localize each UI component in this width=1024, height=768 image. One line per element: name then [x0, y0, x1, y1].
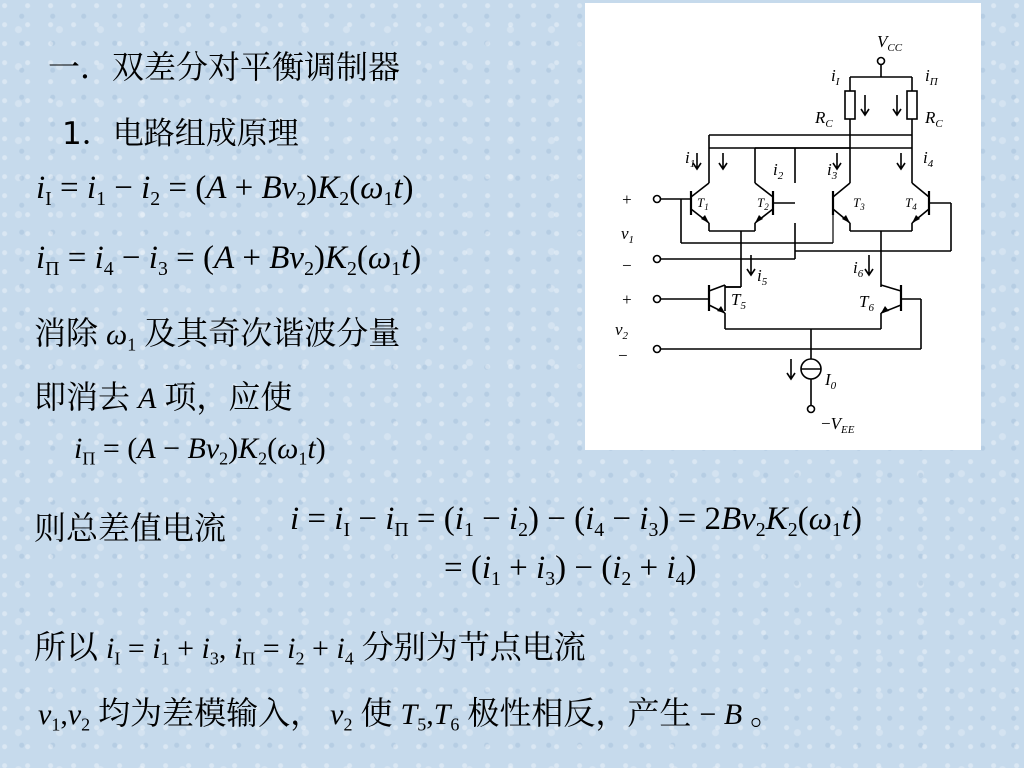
- label-t4: $T_4$: [905, 195, 917, 212]
- text-make-label: 使: [360, 694, 393, 732]
- v2-minus-terminal: [654, 346, 661, 353]
- vee-label: $-V_{EE}$: [821, 414, 855, 436]
- text-node-tail: 分别为节点电流: [361, 628, 586, 666]
- rc-left-resistor: [845, 91, 855, 119]
- label-t2: $T_2$: [757, 195, 769, 212]
- label-i6: $i_6$: [853, 258, 864, 280]
- text-total-current: 则总差值电流: [34, 509, 227, 547]
- v2-minus-sign: −: [617, 346, 629, 365]
- equation-total: $i = i_I - i_\Pi = (i_1 - i_2) - (i_4 - i_3) = 2Bv_2K_2(\omega_1t)$: [290, 501, 862, 541]
- t-symbols: $T_5,T_6$: [400, 698, 460, 735]
- text-inputs-label: 均为差模输入，: [98, 694, 323, 732]
- circuit-svg: [585, 3, 981, 450]
- label-t1: $T_1$: [697, 195, 709, 212]
- v1-minus-sign: −: [621, 256, 633, 275]
- text-remove-a: [34, 372, 292, 418]
- v2-plus-sign: +: [621, 290, 633, 309]
- section-subtitle: 1．电路组成原理: [62, 116, 299, 152]
- text-cancel-harmonics: [34, 308, 400, 355]
- vcc-terminal: [878, 58, 885, 65]
- label-t5: $T_5$: [731, 290, 746, 312]
- equation-total-continued: = $(i_1 + i_3) - (i_2 + i_4)$: [444, 550, 697, 590]
- vcc-label: $V_{CC}$: [877, 32, 903, 54]
- label-t6: $T_6$: [859, 292, 874, 314]
- a-symbol: A: [138, 382, 157, 415]
- rc-left-label: $R_C$: [815, 108, 833, 130]
- label-i-one: $i_I$: [831, 66, 840, 88]
- text-remove-tail: 项，应使: [164, 378, 293, 416]
- equation-i-two: $i_\Pi = i_4 - i_3 = (A + Bv_2)K_2(\omega_1t)$: [36, 240, 422, 280]
- text-node-currents: [34, 622, 586, 669]
- page-title: 一．双差分对平衡调制器: [48, 48, 401, 86]
- rc-right-resistor: [907, 91, 917, 119]
- i0-label: $I_0$: [825, 370, 837, 392]
- label-i4: $i_4$: [923, 148, 934, 170]
- minus-b-symbol: − B: [699, 698, 743, 731]
- v2-symbol: $v_2$: [330, 698, 353, 735]
- label-i-two: $i_\Pi$: [925, 66, 938, 88]
- v-symbols: $v_1,v_2$: [38, 698, 91, 735]
- v1-plus-sign: +: [621, 190, 633, 209]
- omega-symbol: $\omega_1$: [106, 318, 137, 355]
- vee-terminal: [808, 406, 815, 413]
- text-opposite-label: 极性相反，产生: [467, 694, 692, 732]
- label-i3: $i_3$: [827, 160, 838, 182]
- circuit-diagram: [585, 3, 981, 450]
- v2-label: $v_2$: [615, 320, 629, 342]
- node-equation: $i_I = i_1 + i_3$, $i_\Pi = i_2 + i_4$: [106, 632, 354, 669]
- text-so-label: 所以: [34, 628, 99, 666]
- equation-i-one: $i_I = i_1 - i_2 = (A + Bv_2)K_2(\omega_1t)$: [36, 170, 414, 210]
- v2-plus-terminal: [654, 296, 661, 303]
- label-i1: $i_1$: [685, 148, 696, 170]
- text-inputs: [38, 688, 782, 735]
- equation-i-two-modified: $i_\Pi = (A - Bv_2)K_2(\omega_1t)$: [74, 432, 326, 469]
- text-end-mark: 。: [750, 694, 783, 732]
- text-cancel-label: 消除: [34, 314, 99, 352]
- text-cancel-tail: 及其奇次谐波分量: [144, 314, 401, 352]
- label-i2: $i_2$: [773, 160, 784, 182]
- v1-minus-terminal: [654, 256, 661, 263]
- v1-plus-terminal: [654, 196, 661, 203]
- text-remove-label: 即消去: [34, 378, 131, 416]
- rc-right-label: $R_C$: [925, 108, 943, 130]
- label-t3: $T_3$: [853, 195, 865, 212]
- v1-label: $v_1$: [621, 224, 635, 246]
- label-i5: $i_5$: [757, 266, 768, 288]
